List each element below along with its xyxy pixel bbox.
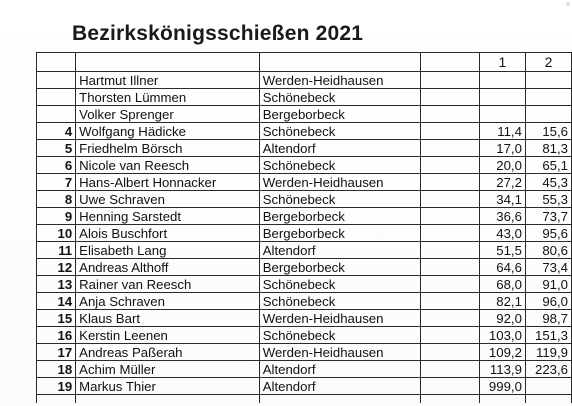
club-cell: Altendorf xyxy=(259,378,421,395)
header-round-1: 1 xyxy=(479,53,525,72)
header-gap-cell xyxy=(421,53,480,72)
club-cell: Altendorf xyxy=(259,242,421,259)
empty-cell xyxy=(421,225,480,242)
empty-cell xyxy=(421,174,480,191)
header-name-cell xyxy=(76,53,260,72)
rank-cell: 15 xyxy=(37,310,76,327)
table-header-row xyxy=(37,53,572,72)
header-club-cell xyxy=(259,53,421,72)
table-row xyxy=(37,89,572,106)
results-table xyxy=(36,52,572,403)
empty-cell xyxy=(421,123,480,140)
document-title: Bezirkskönigsschießen 2021 xyxy=(72,22,364,45)
score-1-cell: 64,6 xyxy=(479,259,525,276)
score-1-cell: 113,9 xyxy=(479,361,525,378)
score-2-cell: 223,6 xyxy=(525,361,571,378)
rank-cell: 14 xyxy=(37,293,76,310)
results-table-body xyxy=(37,53,572,404)
name-cell: Hans-Albert Honnacker xyxy=(76,174,260,191)
score-1-cell: 20,0 xyxy=(479,157,525,174)
club-cell: Schönebeck xyxy=(259,327,421,344)
header-rank-cell xyxy=(37,53,76,72)
club-cell: Schönebeck xyxy=(259,157,421,174)
table-row xyxy=(37,106,572,123)
table-row xyxy=(37,378,572,395)
empty-cell xyxy=(421,361,480,378)
club-cell: Schönebeck xyxy=(259,89,421,106)
table-row xyxy=(37,123,572,140)
empty-cell xyxy=(421,157,480,174)
rank-cell: 17 xyxy=(37,344,76,361)
empty-cell xyxy=(421,140,480,157)
rank-cell xyxy=(37,89,76,106)
score-1-cell: 68,0 xyxy=(479,276,525,293)
score-2-cell: 55,3 xyxy=(525,191,571,208)
rank-cell xyxy=(37,106,76,123)
table-row xyxy=(37,259,572,276)
table-row xyxy=(37,293,572,310)
table-row xyxy=(37,157,572,174)
rank-cell: 6 xyxy=(37,157,76,174)
empty-cell xyxy=(479,395,525,404)
club-cell: Bergeborbeck xyxy=(259,225,421,242)
empty-cell xyxy=(525,395,571,404)
score-1-cell: 103,0 xyxy=(479,327,525,344)
score-1-cell: 11,4 xyxy=(479,123,525,140)
empty-cell xyxy=(421,327,480,344)
rank-cell: 7 xyxy=(37,174,76,191)
score-1-cell: 92,0 xyxy=(479,310,525,327)
score-1-cell: 51,5 xyxy=(479,242,525,259)
score-2-cell: 15,6 xyxy=(525,123,571,140)
score-2-cell: 73,7 xyxy=(525,208,571,225)
score-2-cell xyxy=(525,72,571,89)
score-2-cell xyxy=(525,106,571,123)
rank-cell: 9 xyxy=(37,208,76,225)
rank-cell: 11 xyxy=(37,242,76,259)
club-cell: Schönebeck xyxy=(259,276,421,293)
club-cell: Altendorf xyxy=(259,361,421,378)
table-row xyxy=(37,276,572,293)
club-cell: Altendorf xyxy=(259,140,421,157)
scan-artifact xyxy=(566,2,570,6)
name-cell: Achim Müller xyxy=(76,361,260,378)
name-cell: Volker Sprenger xyxy=(76,106,260,123)
rank-cell: 12 xyxy=(37,259,76,276)
club-cell: Bergeborbeck xyxy=(259,208,421,225)
empty-cell xyxy=(421,89,480,106)
rank-cell: 4 xyxy=(37,123,76,140)
empty-cell xyxy=(421,106,480,123)
table-row xyxy=(37,225,572,242)
name-cell: Rainer van Reesch xyxy=(76,276,260,293)
rank-cell: 18 xyxy=(37,361,76,378)
rank-cell xyxy=(37,72,76,89)
score-1-cell xyxy=(479,89,525,106)
name-cell: Wolfgang Hädicke xyxy=(76,123,260,140)
table-row xyxy=(37,344,572,361)
club-cell: Werden-Heidhausen xyxy=(259,310,421,327)
score-1-cell: 17,0 xyxy=(479,140,525,157)
name-cell: Friedhelm Börsch xyxy=(76,140,260,157)
score-2-cell xyxy=(525,89,571,106)
empty-cell xyxy=(421,72,480,89)
score-1-cell: 109,2 xyxy=(479,344,525,361)
score-2-cell: 98,7 xyxy=(525,310,571,327)
score-2-cell: 151,3 xyxy=(525,327,571,344)
score-2-cell: 81,3 xyxy=(525,140,571,157)
empty-cell xyxy=(421,293,480,310)
rank-cell: 13 xyxy=(37,276,76,293)
name-cell: Thorsten Lümmen xyxy=(76,89,260,106)
empty-cell xyxy=(421,310,480,327)
name-cell: Uwe Schraven xyxy=(76,191,260,208)
score-1-cell: 34,1 xyxy=(479,191,525,208)
score-2-cell: 119,9 xyxy=(525,344,571,361)
empty-cell xyxy=(421,276,480,293)
club-cell: Bergeborbeck xyxy=(259,259,421,276)
table-row xyxy=(37,191,572,208)
empty-cell xyxy=(76,395,260,404)
score-1-cell: 999,0 xyxy=(479,378,525,395)
name-cell: Andreas Paßerah xyxy=(76,344,260,361)
score-2-cell: 91,0 xyxy=(525,276,571,293)
table-row xyxy=(37,140,572,157)
club-cell: Werden-Heidhausen xyxy=(259,72,421,89)
rank-cell: 5 xyxy=(37,140,76,157)
table-row xyxy=(37,310,572,327)
score-2-cell: 96,0 xyxy=(525,293,571,310)
score-2-cell xyxy=(525,378,571,395)
name-cell: Kerstin Leenen xyxy=(76,327,260,344)
score-2-cell: 80,6 xyxy=(525,242,571,259)
empty-cell xyxy=(259,395,421,404)
club-cell: Schönebeck xyxy=(259,293,421,310)
rank-cell: 8 xyxy=(37,191,76,208)
header-round-2: 2 xyxy=(525,53,571,72)
table-row xyxy=(37,242,572,259)
name-cell: Nicole van Reesch xyxy=(76,157,260,174)
score-2-cell: 45,3 xyxy=(525,174,571,191)
empty-cell xyxy=(421,191,480,208)
empty-cell xyxy=(421,259,480,276)
club-cell: Schönebeck xyxy=(259,123,421,140)
empty-cell xyxy=(421,378,480,395)
empty-cell xyxy=(421,242,480,259)
rank-cell: 19 xyxy=(37,378,76,395)
name-cell: Hartmut Illner xyxy=(76,72,260,89)
table-row xyxy=(37,72,572,89)
name-cell: Anja Schraven xyxy=(76,293,260,310)
table-row xyxy=(37,208,572,225)
table-row xyxy=(37,174,572,191)
name-cell: Alois Buschfort xyxy=(76,225,260,242)
club-cell: Werden-Heidhausen xyxy=(259,174,421,191)
score-1-cell: 27,2 xyxy=(479,174,525,191)
name-cell: Elisabeth Lang xyxy=(76,242,260,259)
table-row xyxy=(37,361,572,378)
score-1-cell xyxy=(479,72,525,89)
name-cell: Andreas Althoff xyxy=(76,259,260,276)
club-cell: Werden-Heidhausen xyxy=(259,344,421,361)
score-1-cell: 82,1 xyxy=(479,293,525,310)
score-1-cell: 43,0 xyxy=(479,225,525,242)
rank-cell: 16 xyxy=(37,327,76,344)
score-1-cell: 36,6 xyxy=(479,208,525,225)
table-row-cutoff xyxy=(37,395,572,404)
club-cell: Schönebeck xyxy=(259,191,421,208)
score-2-cell: 65,1 xyxy=(525,157,571,174)
name-cell: Henning Sarstedt xyxy=(76,208,260,225)
empty-cell xyxy=(421,395,480,404)
club-cell: Bergeborbeck xyxy=(259,106,421,123)
name-cell: Klaus Bart xyxy=(76,310,260,327)
score-1-cell xyxy=(479,106,525,123)
empty-cell xyxy=(37,395,76,404)
name-cell: Markus Thier xyxy=(76,378,260,395)
score-2-cell: 73,4 xyxy=(525,259,571,276)
empty-cell xyxy=(421,344,480,361)
rank-cell: 10 xyxy=(37,225,76,242)
score-2-cell: 95,6 xyxy=(525,225,571,242)
table-row xyxy=(37,327,572,344)
empty-cell xyxy=(421,208,480,225)
